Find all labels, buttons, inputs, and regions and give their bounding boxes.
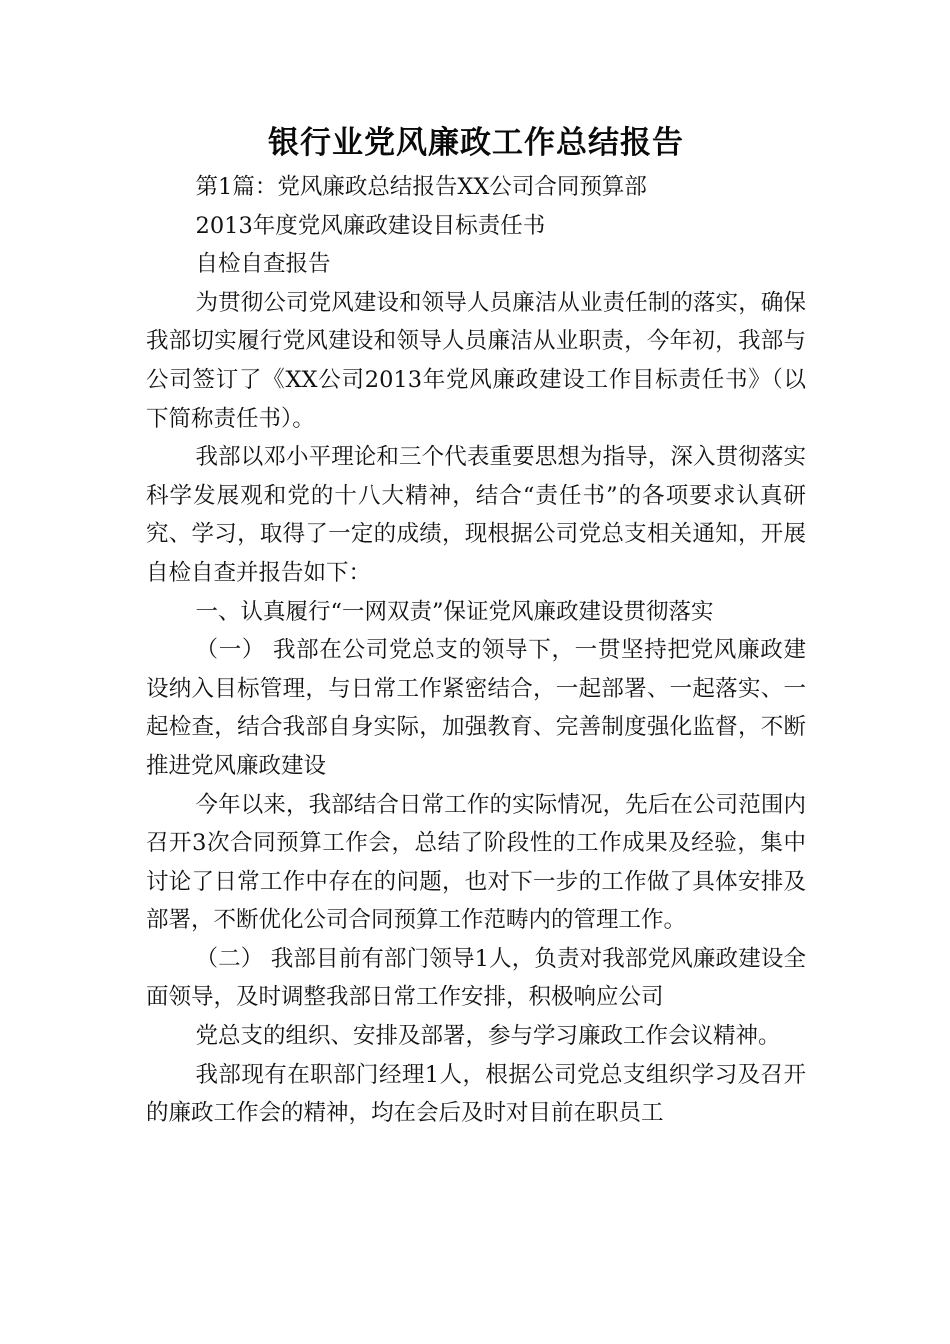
paragraph-heading-one: 一、认真履行“一网双责”保证党风廉政建设贯彻落实 <box>195 598 714 625</box>
paragraph-responsibility-title: 2013年度党风廉政建设目标责任书 <box>195 212 546 239</box>
paragraph-item-two: （二） 我部目前有部门领导1人，负责对我部党风廉政建设全面领导，及时调整我部日常工作安排，积极响应公司 <box>146 945 806 1011</box>
document-title: 银行业党风廉政工作总结报告 <box>268 125 684 161</box>
paragraph-report-subtitle: 自检自查报告 <box>195 251 331 278</box>
paragraph-guidance: 我部以邓小平理论和三个代表重要思想为指导，深入贯彻落实科学发展观和党的十八大精神，结合“责任书”的各项要求认真研究、学习，取得了一定的成绩，现根据公司党总支相关通知，开展自检自查并报告如下： <box>146 444 806 586</box>
paragraph-meetings: 今年以来，我部结合日常工作的实际情况，先后在公司范围内召开3次合同预算工作会，总结了阶段性的工作成果及经验，集中讨论了日常工作中存在的问题，也对下一步的工作做了具体安排及部署，不断优化公司合同预算工作范畴内的管理工作。 <box>146 791 806 934</box>
paragraph-item-one: （一） 我部在公司党总支的领导下，一贯坚持把党风廉政建设纳入目标管理，与日常工作紧密结合，一起部署、一起落实、一起检查，结合我部自身实际，加强教育、完善制度强化监督，不断推进党风廉政建设 <box>146 637 806 779</box>
paragraph-intro: 为贯彻公司党风建设和领导人员廉洁从业责任制的落实，确保我部切实履行党风建设和领导人员廉洁从业职责，今年初，我部与公司签订了《XX公司2013年党风廉政建设工作目标责任书》（以下简称责任书）。 <box>146 289 806 432</box>
paragraph-staff: 我部现有在职部门经理1人，根据公司党总支组织学习及召开的廉政工作会的精神，均在会后及时对目前在职员工 <box>146 1061 806 1127</box>
paragraph-item-two-cont: 党总支的组织、安排及部署，参与学习廉政工作会议精神。 <box>195 1023 781 1050</box>
document-body <box>146 118 806 1133</box>
paragraph-section-heading: 第1篇：党风廉政总结报告XX公司合同预算部 <box>195 174 647 200</box>
